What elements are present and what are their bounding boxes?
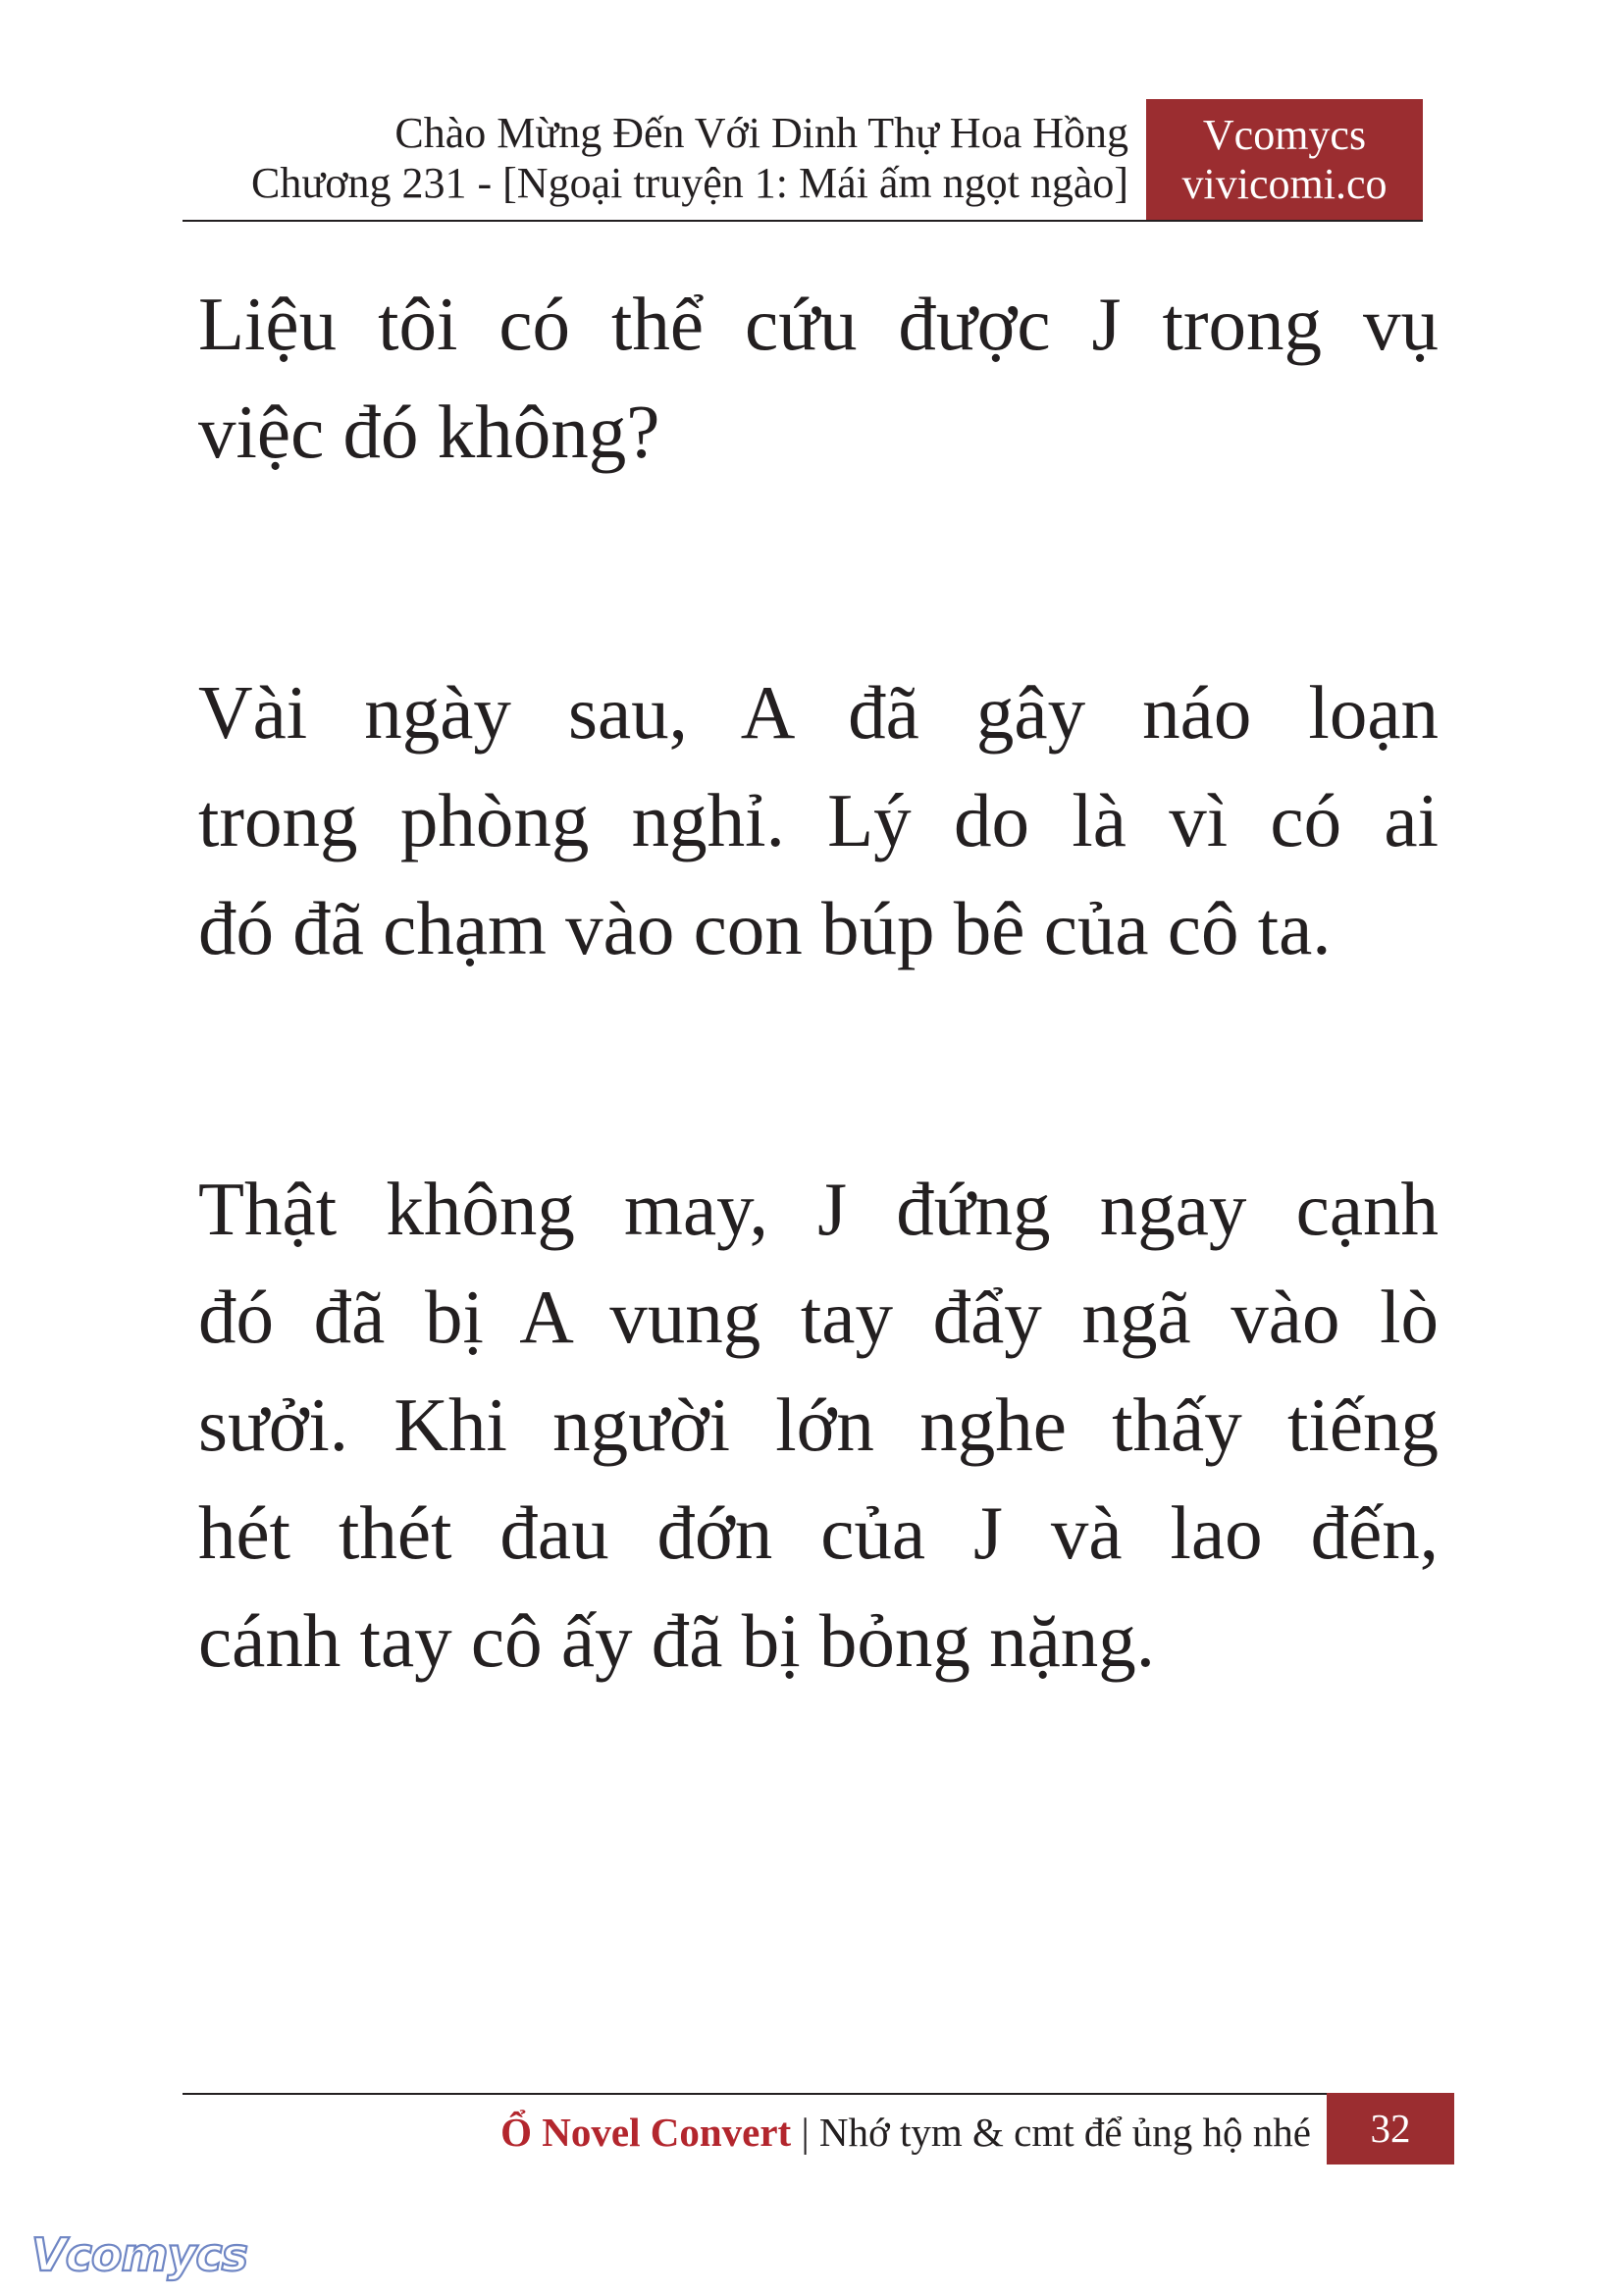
header-divider [183, 220, 1423, 222]
watermark-logo [27, 2219, 253, 2288]
page-number: 32 [1327, 2093, 1454, 2165]
site-badge-url: vivicomi.co [1181, 160, 1388, 208]
text-line: sưởi. Khi người lớn nghe thấy tiếng [198, 1382, 1439, 1467]
text-line: trong phòng nghỉ. Lý do là vì có ai [198, 778, 1439, 862]
footer-divider [183, 2093, 1327, 2095]
footer-brand: Ổ Novel Convert [500, 2110, 792, 2155]
book-title: Chào Mừng Đến Với Dinh Thự Hoa Hồng [394, 109, 1128, 157]
footer-message: Nhớ tym & cmt để ủng hộ nhé [818, 2110, 1311, 2155]
page-footer [183, 2108, 1311, 2157]
paragraph [198, 658, 1439, 982]
site-badge [1146, 99, 1423, 221]
watermark-logo-text: Vcomycs [31, 2228, 248, 2281]
text-line: Liệu tôi có thể cứu được J trong vụ [198, 282, 1439, 366]
paragraph [198, 1155, 1439, 1695]
site-badge-name: Vcomycs [1202, 111, 1367, 159]
text-line: Thật không may, J đứng ngay cạnh [198, 1167, 1439, 1251]
text-line: đó đã bị A vung tay đẩy ngã vào lò [198, 1275, 1439, 1359]
paragraph [198, 270, 1439, 486]
footer-separator: | [791, 2110, 819, 2155]
text-line: hét thét đau đớn của J và lao đến, [198, 1490, 1439, 1575]
page-header [183, 108, 1128, 208]
page-body [198, 270, 1439, 1867]
text-line: đó đã chạm vào con búp bê của cô ta. [198, 886, 1332, 970]
text-line: Vài ngày sau, A đã gây náo loạn [198, 670, 1439, 755]
text-line: cánh tay cô ấy đã bị bỏng nặng. [198, 1598, 1156, 1683]
chapter-title: Chương 231 - [Ngoại truyện 1: Mái ấm ngọt ngào] [251, 159, 1128, 207]
text-line: việc đó không? [198, 390, 660, 474]
